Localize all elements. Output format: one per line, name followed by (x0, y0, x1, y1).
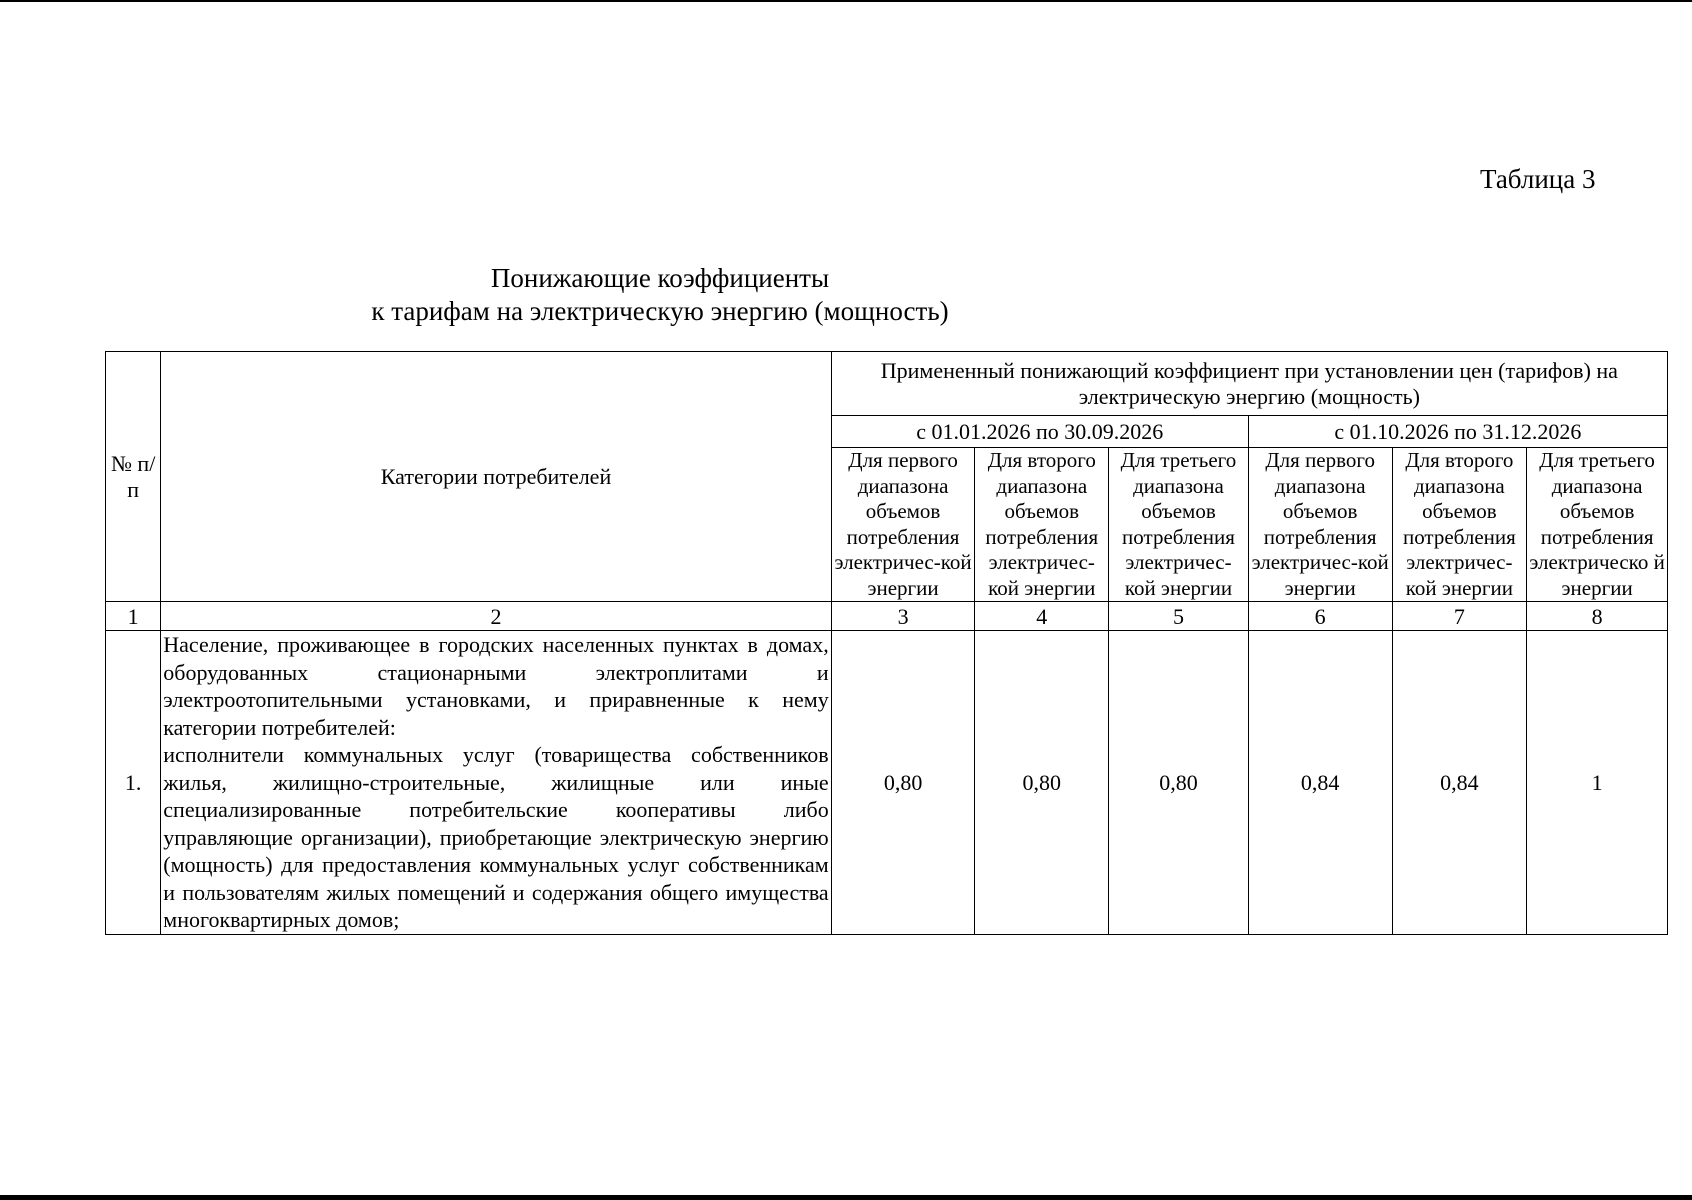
column-index: 1 (106, 602, 161, 631)
header-period-2: с 01.10.2026 по 31.12.2026 (1248, 416, 1667, 448)
header-range: Для первого диапазона объемов потребления электричес-кой энергии (1248, 448, 1392, 602)
coefficient-value: 0,80 (975, 631, 1109, 935)
header-category: Категории потребителей (161, 352, 831, 602)
row-number: 1. (106, 631, 161, 935)
header-number: № п/п (106, 352, 161, 602)
table-label: Таблица 3 (1480, 164, 1596, 194)
coefficient-value: 0,84 (1392, 631, 1527, 935)
column-index: 2 (161, 602, 831, 631)
category-paragraph: Население, проживающее в городских населенных пунктах в домах, оборудованных стационарными электроплитами и электроотопительными установками, и приравненные к нему категории потребителей: (163, 632, 829, 740)
header-range: Для первого диапазона объемов потребления электричес-кой энергии (831, 448, 975, 602)
header-range: Для второго диапазона объемов потребления электричес-кой энергии (1392, 448, 1527, 602)
header-range: Для второго диапазона объемов потребления электричес-кой энергии (975, 448, 1109, 602)
document-title: Понижающие коэффициенты (490, 263, 830, 293)
column-index: 5 (1109, 602, 1249, 631)
coefficient-value: 0,84 (1248, 631, 1392, 935)
row-category (161, 631, 831, 935)
header-range: Для третьего диапазона объемов потребления электрическо й энергии (1527, 448, 1668, 602)
coefficient-value: 1 (1527, 631, 1668, 935)
document-subtitle: к тарифам на электрическую энергию (мощность) (371, 296, 949, 326)
scan-edge-top (0, 0, 1692, 2)
coefficients-table (105, 351, 1668, 935)
column-index: 8 (1527, 602, 1668, 631)
coefficient-value: 0,80 (1109, 631, 1249, 935)
header-range: Для третьего диапазона объемов потребления электричес-кой энергии (1109, 448, 1249, 602)
coefficient-value: 0,80 (831, 631, 975, 935)
header-period-1: с 01.01.2026 по 30.09.2026 (831, 416, 1248, 448)
category-paragraph: исполнители коммунальных услуг (товарищества собственников жилья, жилищно-строительные, жилищные или иные специализированные потребительские кооперативы либо управляющие организации), приобретающие электрическую энергию (мощность) для предоставления коммунальных услуг собственникам и пользователям жилых помещений и содержания общего имущества многоквартирных домов; (163, 742, 829, 932)
column-index: 7 (1392, 602, 1527, 631)
column-index: 3 (831, 602, 975, 631)
header-coefficient: Примененный понижающий коэффициент при установлении цен (тарифов) на электрическую энергию (мощность) (831, 352, 1667, 416)
table-row (106, 631, 1668, 935)
column-index: 4 (975, 602, 1109, 631)
column-index: 6 (1248, 602, 1392, 631)
scan-edge-bottom (0, 1195, 1692, 1200)
